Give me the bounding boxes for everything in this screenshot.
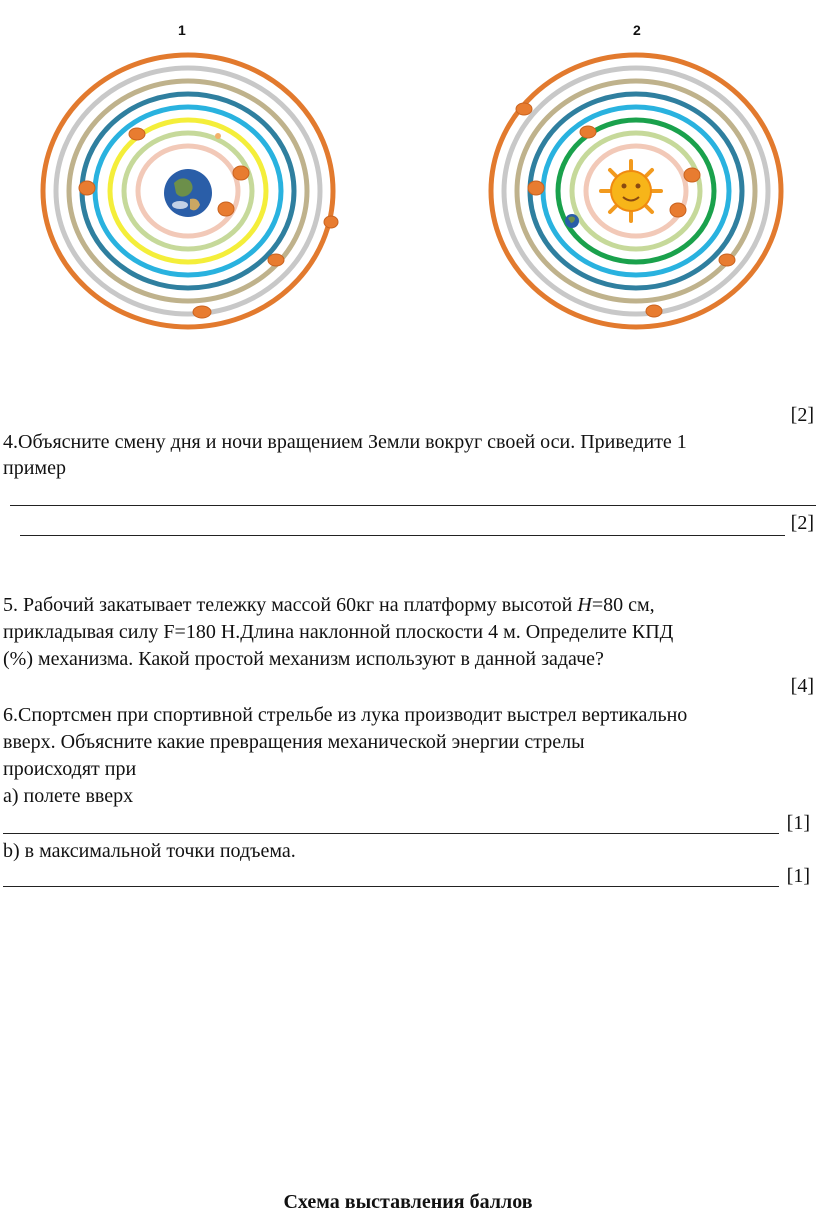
planet-icon	[324, 216, 338, 228]
q4-text-line2: пример	[3, 457, 66, 479]
planet-icon	[218, 202, 234, 216]
planet-icon	[233, 166, 249, 180]
q6b-answer-line[interactable]	[3, 886, 779, 887]
scoring-scheme-title: Схема выставления баллов	[283, 1191, 533, 1213]
planet-icon	[516, 103, 532, 115]
q5-text-line2: прикладывая силу F=180 Н.Длина наклонной плоскости 4 м. Определите КПД	[3, 621, 674, 643]
earth-icon	[565, 214, 579, 228]
planet-icon	[684, 168, 700, 182]
planet-icon	[719, 254, 735, 266]
q6-part-b: b) в максимальной точки подъема.	[3, 840, 296, 862]
q6-part-a: а) полете вверх	[3, 785, 134, 807]
earth-icon	[164, 169, 212, 217]
q6-text-line2: вверх. Объясните какие превращения механической энергии стрелы	[3, 731, 585, 753]
q6b-score: [1]	[786, 865, 810, 887]
diagram-2-label: 2	[633, 22, 641, 38]
q4-score: [2]	[790, 512, 814, 534]
q5-text-line3: (%) механизма. Какой простой механизм используют в данной задаче?	[3, 648, 604, 670]
planet-icon	[129, 128, 145, 140]
q4-answer-line-2[interactable]	[20, 535, 785, 536]
q6-text-line3: происходят при	[3, 758, 137, 780]
q4-text-line1: 4.Объясните смену дня и ночи вращением Земли вокруг своей оси. Приведите 1	[3, 431, 687, 453]
q6-text-line1: 6.Спортсмен при спортивной стрельбе из лука производит выстрел вертикально	[3, 704, 688, 726]
q4-score-top: [2]	[790, 404, 814, 426]
q4-answer-line-1[interactable]	[10, 505, 816, 506]
planet-icon	[79, 181, 95, 195]
planet-icon	[646, 305, 662, 317]
planet-icon	[193, 306, 211, 318]
planet-icon	[580, 126, 596, 138]
q5-score: [4]	[790, 675, 814, 697]
diagram-1-label: 1	[178, 22, 186, 38]
q6a-answer-line[interactable]	[3, 833, 779, 834]
q6a-score: [1]	[786, 812, 810, 834]
geocentric-orbit-diagram	[40, 45, 350, 335]
sun-icon	[601, 161, 661, 221]
planet-icon	[670, 203, 686, 217]
planet-icon	[528, 181, 544, 195]
small-sun-icon	[215, 133, 221, 139]
q5-text-line1: 5. Рабочий закатывает тележку массой 60кг на платформу высотой H=80 см,	[3, 594, 655, 616]
planet-icon	[268, 254, 284, 266]
heliocentric-orbit-diagram	[488, 45, 798, 335]
